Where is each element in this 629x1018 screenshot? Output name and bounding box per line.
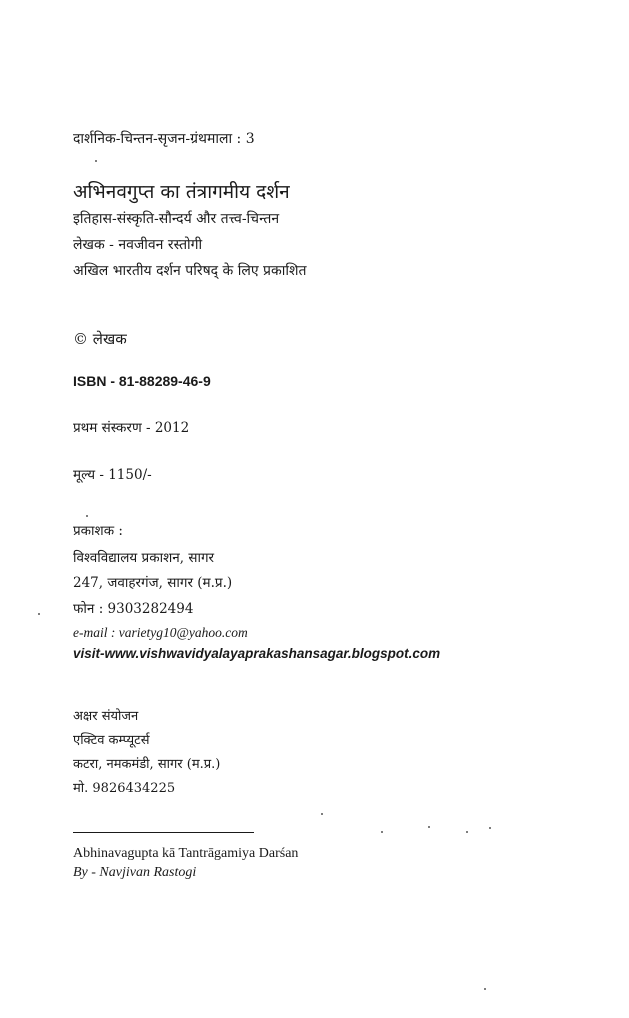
publisher-name: विश्वविद्यालय प्रकाशन, सागर <box>73 550 215 566</box>
scan-speck <box>95 160 97 162</box>
publisher-address: 247, जवाहरगंज, सागर (म.प्र.) <box>73 575 233 591</box>
publisher-phone: फोन : 9303282494 <box>73 601 194 617</box>
english-author: By - Navjivan Rastogi <box>73 865 197 880</box>
typesetting-address: कटरा, नमकमंडी, सागर (म.प्र.) <box>73 757 221 772</box>
publisher-label: प्रकाशक : <box>73 523 123 539</box>
publisher-email: e-mail : varietyg10@yahoo.com <box>73 625 248 640</box>
edition: प्रथम संस्करण - 2012 <box>73 420 190 436</box>
publisher-note: अखिल भारतीय दर्शन परिषद् के लिए प्रकाशित <box>73 263 307 279</box>
divider-rule <box>73 832 254 833</box>
english-title: Abhinavagupta kā Tantrāgamiya Darśan <box>73 846 299 861</box>
publisher-website: visit-www.vishwavidyalayaprakashansagar.blogspot.com <box>73 646 441 661</box>
scan-speck <box>321 813 323 815</box>
typesetting-label: अक्षर संयोजन <box>73 709 139 724</box>
scan-speck <box>381 831 383 833</box>
scan-speck <box>489 827 491 829</box>
scan-speck <box>38 613 40 615</box>
scan-speck <box>86 515 88 517</box>
scan-speck <box>484 988 486 990</box>
price: मूल्य - 1150/- <box>73 467 152 483</box>
scan-speck <box>428 826 430 828</box>
typesetting-phone: मो. 9826434225 <box>73 781 176 796</box>
typesetting-name: एक्टिव कम्प्यूटर्स <box>73 733 150 748</box>
book-title: अभिनवगुप्त का तंत्रागमीय दर्शन <box>73 181 290 203</box>
isbn: ISBN - 81-88289-46-9 <box>73 373 211 389</box>
scan-speck <box>466 831 468 833</box>
series-title: दार्शनिक-चिन्तन-सृजन-ग्रंथमाला : 3 <box>73 131 255 147</box>
author-line: लेखक - नवजीवन रस्तोगी <box>73 237 203 253</box>
book-subtitle: इतिहास-संस्कृति-सौन्दर्य और तत्त्व-चिन्तन <box>73 211 280 227</box>
copyright-notice: © लेखक <box>73 330 127 348</box>
